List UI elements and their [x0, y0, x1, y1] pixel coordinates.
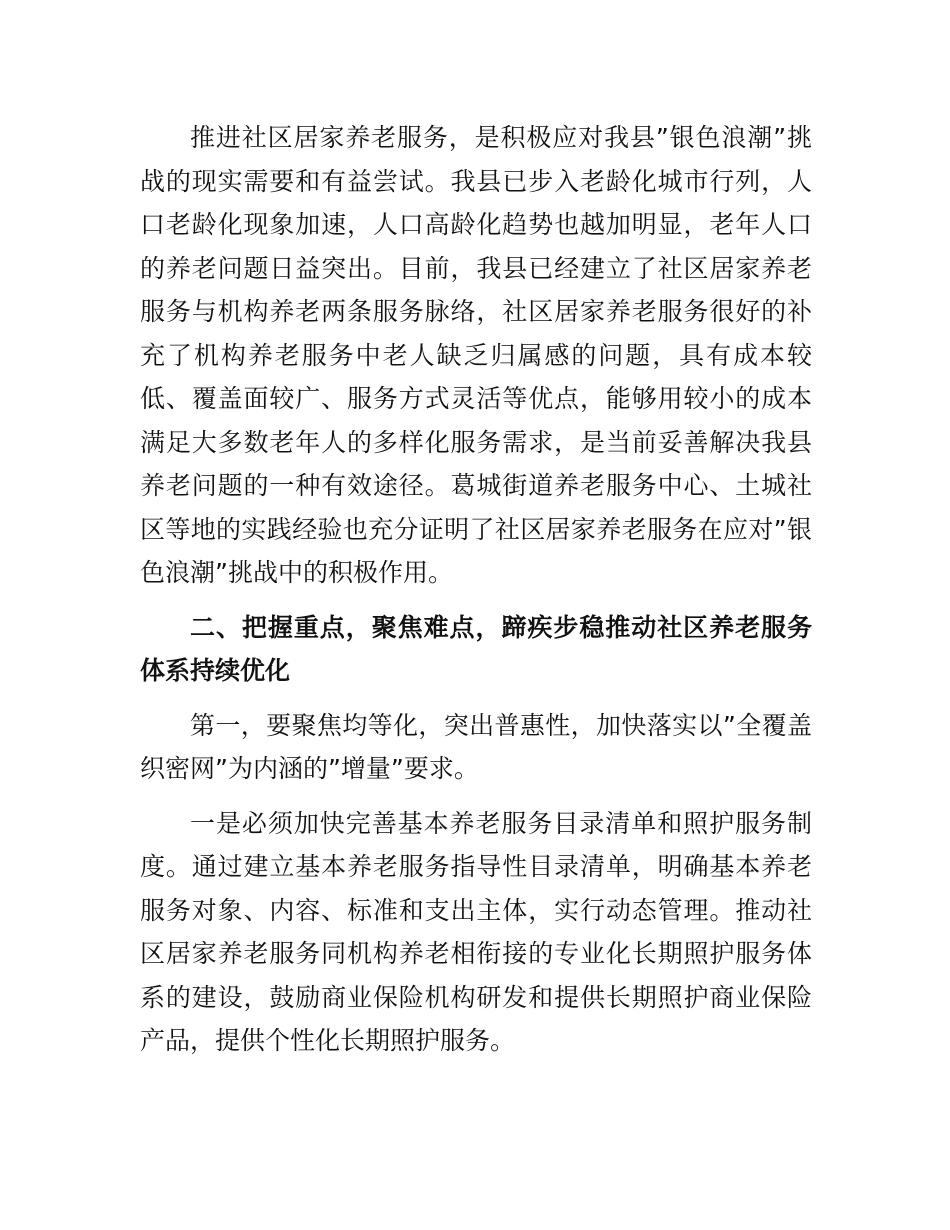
document-body — [140, 116, 812, 1074]
section-heading: 二、把握重点，聚焦难点，蹄疾步稳推动社区养老服务体系持续优化 — [140, 612, 812, 685]
paragraph-first-point: 第一，要聚焦均等化，突出普惠性，加快落实以”全覆盖织密网”为内涵的”增量”要求。 — [140, 710, 812, 783]
paragraph-detail: 一是必须加快完善基本养老服务目录清单和照护服务制度。通过建立基本养老服务指导性目录清单，明确基本养老服务对象、内容、标准和支出主体，实行动态管理。推动社区居家养老服务同机构养老相衔接的专业化长期照护服务体系的建设，鼓励商业保险机构研发和提供长期照护商业保险产品，提供个性化长期照护服务。 — [140, 808, 812, 1055]
paragraph-intro: 推进社区居家养老服务，是积极应对我县”银色浪潮”挑战的现实需要和有益尝试。我县已步入老龄化城市行列，人口老龄化现象加速，人口高龄化趋势也越加明显，老年人口的养老问题日益突出。目前，我县已经建立了社区居家养老服务与机构养老两条服务脉络，社区居家养老服务很好的补充了机构养老服务中老人缺乏归属感的问题，具有成本较低、覆盖面较广、服务方式灵活等优点，能够用较小的成本满足大多数老年人的多样化服务需求，是当前妥善解决我县养老问题的一种有效途径。葛城街道养老服务中心、土城社区等地的实践经验也充分证明了社区居家养老服务在应对”银色浪潮”挑战中的积极作用。 — [140, 123, 812, 587]
